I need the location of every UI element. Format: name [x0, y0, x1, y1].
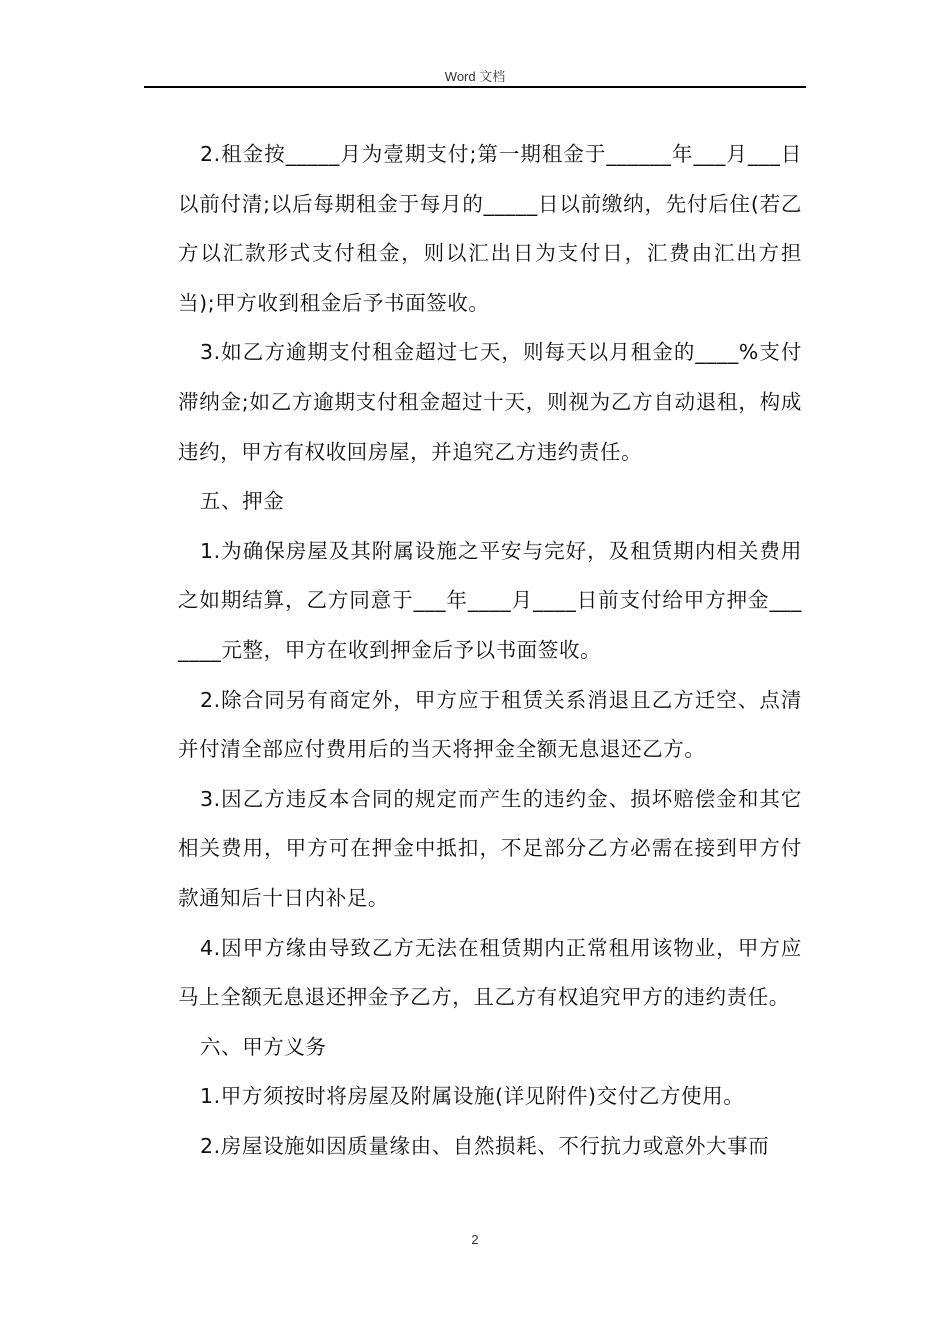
- paragraph-deposit-1: 1.为确保房屋及其附属设施之平安与完好，及租赁期内相关费用之如期结算，乙方同意于___年____月____日前支付给甲方押金_______元整，甲方在收到押金后予以书面签收。: [178, 538, 802, 662]
- paragraph-late-payment: 3.如乙方逾期支付租金超过七天，则每天以月租金的____%支付滞纳金;如乙方逾期支付租金超过十天，则视为乙方自动退租，构成违约，甲方有权收回房屋，并追究乙方违约责任。: [178, 340, 802, 464]
- paragraph-deposit-4: 4.因甲方缘由导致乙方无法在租赁期内正常租用该物业，甲方应马上全额无息退还押金予乙方，且乙方有权追究甲方的违约责任。: [178, 935, 802, 1010]
- section-heading-landlord-duties: 六、甲方义务: [200, 1034, 327, 1059]
- page-header: Word 文档: [444, 69, 506, 84]
- document-body: [178, 130, 802, 1171]
- paragraph-deposit-3: 3.因乙方违反本合同的规定而产生的违约金、损坏赔偿金和其它相关费用，甲方可在押金中抵扣，不足部分乙方必需在接到甲方付款通知后十日内补足。: [178, 786, 802, 910]
- paragraph-rent-payment: 2.租金按_____月为壹期支付;第一期租金于______年___月___日以前付清;以后每期租金于每月的_____日以前缴纳，先付后住(若乙方以汇款形式支付租金，则以汇出日为支付日，汇费由汇出方担当);甲方收到租金后予书面签收。: [178, 142, 802, 315]
- section-heading-deposit: 五、押金: [200, 489, 285, 514]
- paragraph-deposit-2: 2.除合同另有商定外，甲方应于租赁关系消退且乙方迁空、点清并付清全部应付费用后的当天将押金全额无息退还乙方。: [178, 687, 802, 762]
- paragraph-landlord-duty-1: 1.甲方须按时将房屋及附属设施(详见附件)交付乙方使用。: [200, 1084, 745, 1109]
- page-number: 2: [471, 1232, 479, 1247]
- header-divider: [144, 86, 806, 88]
- paragraph-landlord-duty-2: 2.房屋设施如因质量缘由、自然损耗、不行抗力或意外大事而: [200, 1133, 770, 1158]
